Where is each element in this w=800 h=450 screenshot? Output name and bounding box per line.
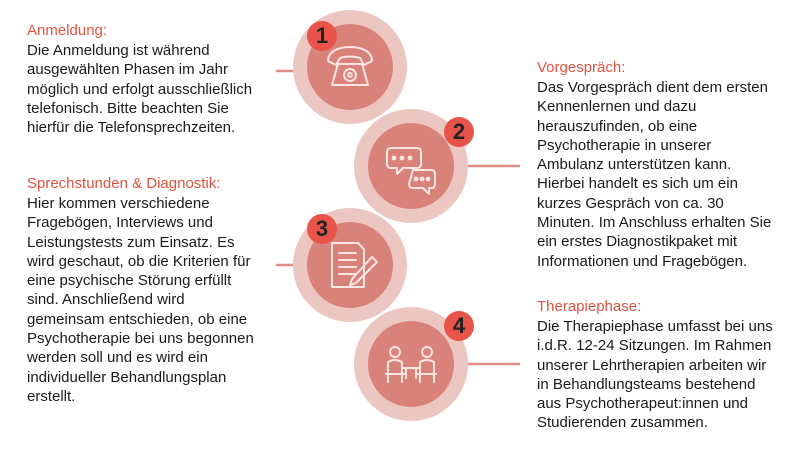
step-3-line: sind. Anschließend wird bbox=[27, 291, 185, 309]
badge-number: 3 bbox=[315, 216, 329, 241]
step-3-line: wird geschaut, ob die Kriterien für bbox=[27, 252, 251, 270]
step-3-title: Sprechstunden & Diagnostik: bbox=[27, 175, 221, 192]
step-3-line: Leistungstests zum Einsatz. Es bbox=[27, 233, 235, 251]
step-3-line: erstellt. bbox=[27, 387, 76, 405]
step-4-line: Studierenden zusammen. bbox=[537, 414, 708, 432]
step-3-line: individueller Behandlungsplan bbox=[27, 368, 227, 386]
step-3-line: Fragebögen, Interviews und bbox=[27, 214, 213, 232]
step-1-line: hierfür die Telefonsprechzeiten. bbox=[27, 119, 236, 137]
step-1-title: Anmeldung: bbox=[27, 22, 108, 39]
step-3-line: gemeinsam entschieden, ob eine bbox=[27, 310, 248, 328]
step-2-title: Vorgespräch: bbox=[537, 59, 626, 76]
step-2-line: Minuten. Im Anschluss erhalten Sie bbox=[537, 214, 772, 232]
step-4-text bbox=[537, 297, 799, 433]
step-3-description bbox=[27, 194, 289, 406]
step-4-title: Therapiephase: bbox=[537, 298, 642, 315]
step-1-line: Die Anmeldung ist während bbox=[27, 42, 210, 59]
step-3-line: werden soll und es wird ein bbox=[27, 349, 208, 367]
badge-number: 2 bbox=[452, 119, 466, 144]
step-1-description bbox=[27, 41, 289, 137]
badge-number: 1 bbox=[315, 23, 329, 48]
step-2-badge bbox=[444, 117, 474, 147]
step-4-line: unserer Lehrtherapien arbeiten wir bbox=[537, 356, 767, 374]
step-4-line: aus Psychotherapeut:innen und bbox=[537, 395, 748, 413]
step-4-line: Die Therapiephase umfasst bei uns bbox=[537, 318, 773, 335]
step-2-line: ein erstes Diagnostikpaket mit bbox=[537, 233, 738, 251]
step-2-text bbox=[537, 58, 799, 271]
step-4-line: in Behandlungsteams bestehend bbox=[537, 375, 756, 393]
step-3-line: eine psychische Störung erfüllt bbox=[27, 272, 232, 290]
step-2-line: Ambulanz unterstützen kann. bbox=[537, 156, 732, 174]
step-1-line: möglich und erfolgt ausschließlich bbox=[27, 80, 253, 98]
step-4-circle bbox=[368, 321, 454, 407]
step-2-line: kurzes Gespräch von ca. 30 bbox=[537, 194, 724, 212]
step-4-description bbox=[537, 317, 799, 433]
step-3-badge bbox=[307, 214, 337, 244]
step-3-line: Psychotherapie bei uns begonnen bbox=[27, 330, 254, 348]
step-1-line: telefonisch. Bitte beachten Sie bbox=[27, 99, 229, 117]
badge-number: 4 bbox=[452, 313, 466, 338]
step-2-line: Hierbei handelt es sich um ein bbox=[537, 175, 738, 193]
step-4-line: i.d.R. 12-24 Sitzungen. Im Rahmen bbox=[537, 337, 772, 355]
step-4-badge bbox=[444, 311, 474, 341]
step-2-line: Kennenlernen und dazu bbox=[537, 98, 697, 116]
step-2-line: herauszufinden, ob eine bbox=[537, 117, 698, 135]
step-2-line: Das Vorgespräch dient dem ersten bbox=[537, 79, 768, 96]
step-1-line: ausgewählten Phasen im Jahr bbox=[27, 61, 228, 79]
step-1-text bbox=[27, 21, 289, 137]
step-2-description bbox=[537, 78, 799, 271]
step-3-line: Hier kommen verschiedene bbox=[27, 195, 210, 212]
step-2-line: Informationen und Fragebögen. bbox=[537, 252, 748, 270]
step-2-circle bbox=[368, 123, 454, 209]
step-1-badge bbox=[307, 21, 337, 51]
step-2-line: Psychotherapie in unserer bbox=[537, 136, 712, 154]
step-3-text bbox=[27, 174, 289, 406]
